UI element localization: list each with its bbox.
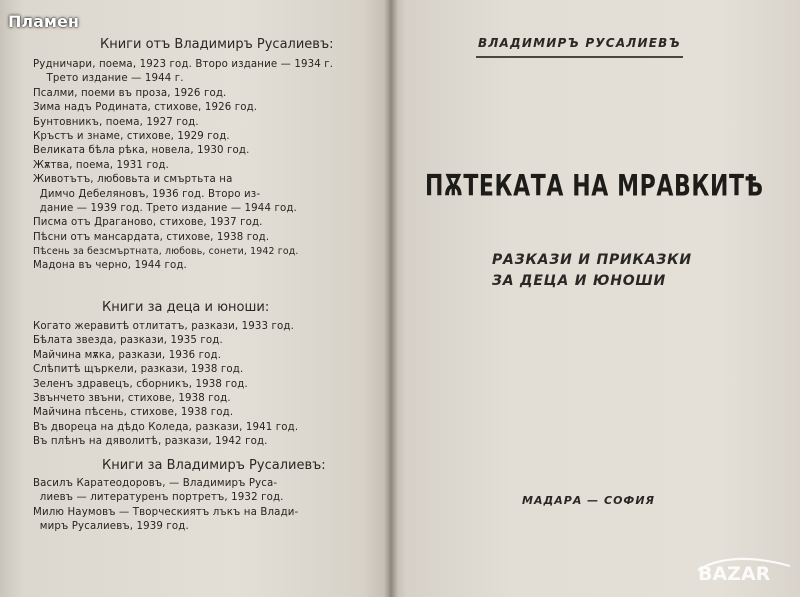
list-item: Въ плѣнъ на дяволитѣ, разкази, 1942 год.: [33, 436, 268, 448]
heading-books-about-author: Книги за Владимиръ Русалиевъ:: [102, 458, 326, 473]
list-item: Майчина пѣсень, стихове, 1938 год.: [33, 407, 234, 419]
list-item: Милю Наумовъ — Творческиятъ лъкъ на Влади-: [33, 506, 299, 518]
list-item: Когато жеравитѣ отлитатъ, разкази, 1933 год.: [33, 321, 295, 332]
list-item: Кръстъ и знаме, стихове, 1929 год.: [33, 130, 230, 142]
book-title: ПѪТЕКАТА НА МРАВКИТѢ: [425, 170, 764, 204]
subtitle-line-1: РАЗКАЗИ И ПРИКАЗКИ: [492, 252, 692, 268]
list-item: Жѫтва, поема, 1931 год.: [33, 159, 169, 171]
publisher: МАДАРА — СОФИЯ: [522, 494, 656, 507]
author-underline: [476, 56, 683, 58]
list-item: Пѣсень за безсмъртната, любовь, сонети, 1942 год.: [33, 246, 299, 258]
bazar-watermark-logo: [692, 548, 796, 588]
list-item: Майчина мѫка, разкази, 1936 год.: [33, 349, 222, 361]
heading-books-for-children: Книги за деца и юноши:: [102, 300, 270, 315]
list-item: миръ Русалиевъ, 1939 год.: [33, 521, 189, 533]
list-item: Въ двореца на дѣдо Коледа, разкази, 1941 год.: [33, 421, 299, 433]
books-by-author-list: [33, 58, 333, 274]
list-item: Мадона въ черно, 1944 год.: [33, 260, 187, 272]
list-item: Трето издание — 1944 г.: [33, 73, 184, 85]
list-item: Писма отъ Драганово, стихове, 1937 год.: [33, 217, 263, 229]
subtitle-line-2: ЗА ДЕЦА И ЮНОШИ: [492, 273, 667, 289]
list-item: Зеленъ здравецъ, сборникъ, 1938 год.: [33, 378, 248, 390]
books-about-author-list: [33, 477, 298, 535]
list-item: Слѣпитѣ щъркели, разкази, 1938 год.: [33, 364, 244, 376]
list-item: дание — 1939 год. Трето издание — 1944 год.: [33, 202, 297, 214]
watermark-text: BAZAR: [698, 563, 771, 585]
books-for-children-list: [33, 320, 298, 450]
list-item: Рудничари, поема, 1923 год. Второ издание — 1934 г.: [33, 59, 334, 70]
list-item: Звънчето звъни, стихове, 1938 год.: [33, 392, 231, 404]
list-item: Великата бѣла рѣка, новела, 1930 год.: [33, 145, 250, 157]
heading-books-by-author: Книги отъ Владимиръ Русалиевъ:: [100, 37, 334, 52]
author-name: ВЛАДИМИРЪ РУСАЛИЕВЪ: [478, 36, 681, 50]
list-item: Зима надъ Родината, стихове, 1926 год.: [33, 102, 258, 114]
right-page: [390, 0, 800, 597]
list-item: Бунтовникъ, поема, 1927 год.: [33, 116, 199, 128]
list-item: лиевъ — литературенъ портретъ, 1932 год.: [33, 492, 284, 504]
list-item: Животътъ, любовьта и смъртьта на: [33, 174, 233, 186]
list-item: Димчо Дебеляновъ, 1936 год. Второ из-: [33, 188, 261, 200]
list-item: Пѣсни отъ мансардата, стихове, 1938 год.: [33, 231, 270, 243]
book-spine-shadow: [384, 0, 398, 597]
list-item: Бѣлата звезда, разкази, 1935 год.: [33, 335, 223, 347]
seller-label: Пламен: [8, 12, 79, 31]
list-item: Псалми, поеми въ проза, 1926 год.: [33, 87, 227, 99]
list-item: Василъ Каратеодоровъ, — Владимиръ Руса-: [33, 478, 278, 489]
